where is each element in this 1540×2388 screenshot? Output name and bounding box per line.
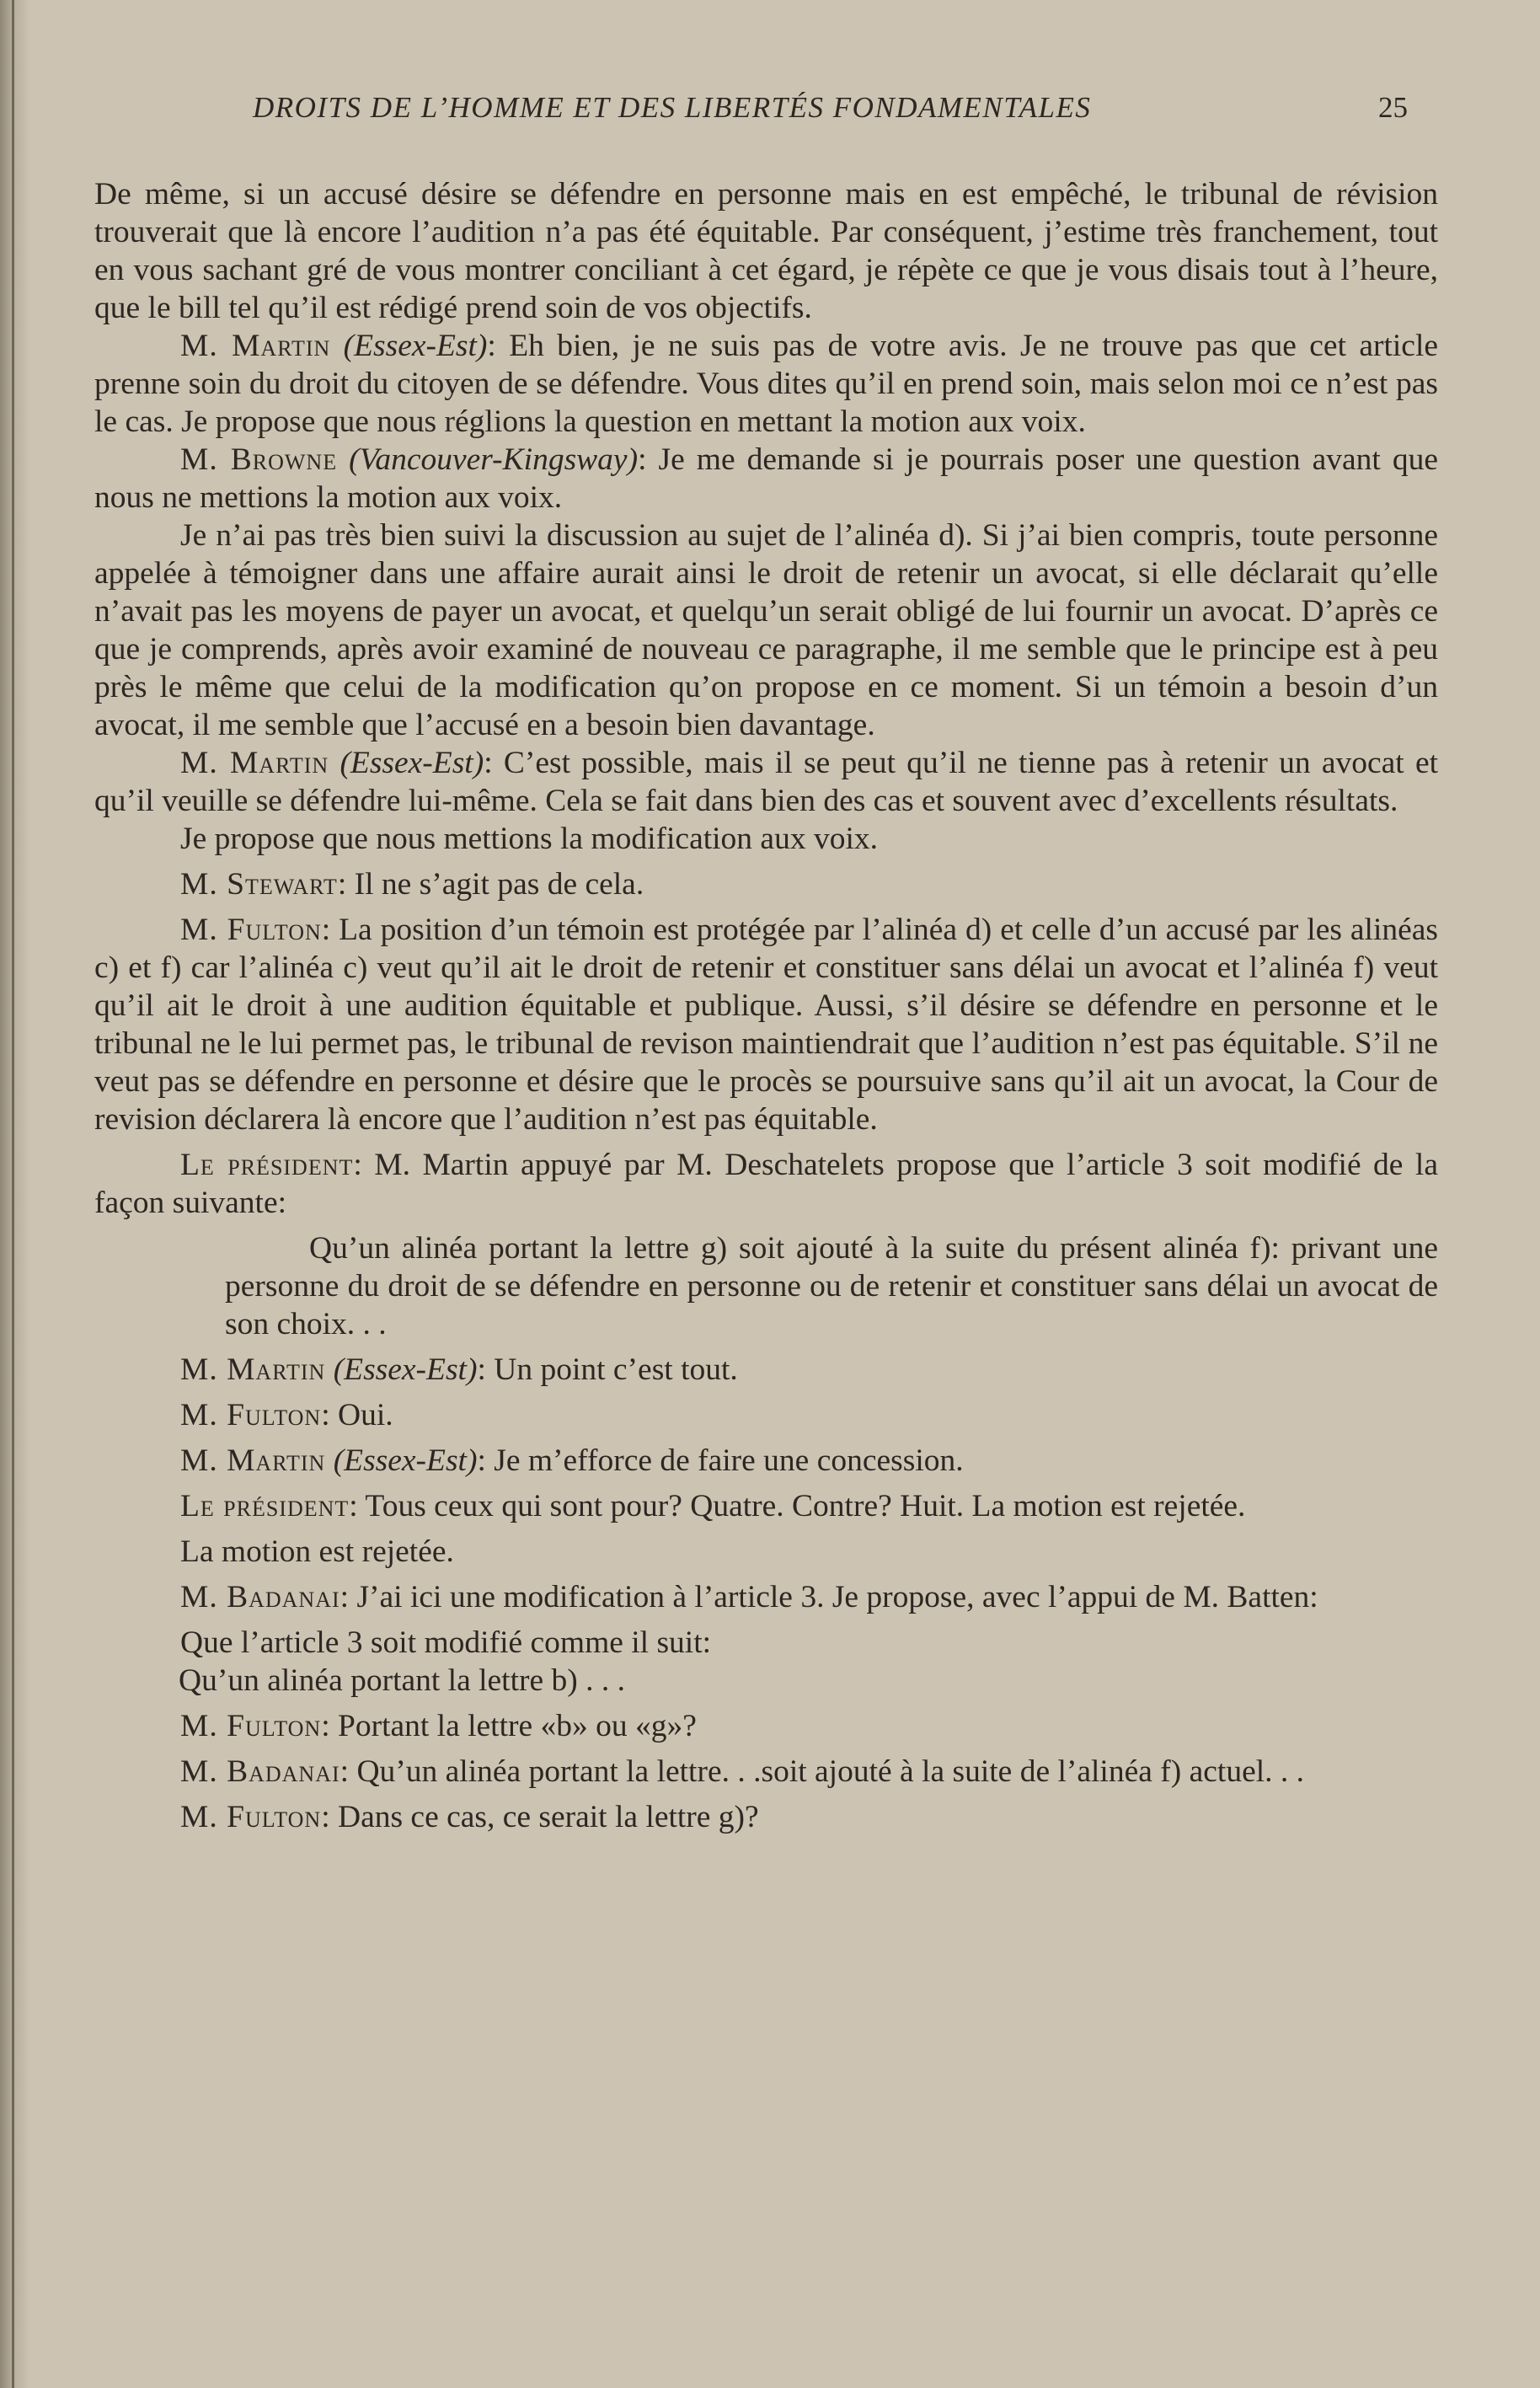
speaker-name: M. Martin	[180, 746, 329, 780]
speaker-name: Le président	[180, 1489, 350, 1523]
speaker-name: M. Martin	[180, 1443, 326, 1478]
speaker-riding: (Essex-Est)	[343, 329, 488, 363]
speech-text: : Portant la lettre «b» ou «g»?	[321, 1709, 697, 1743]
speaker-riding: (Essex-Est)	[333, 1352, 478, 1387]
speech-text: : La position d’un témoin est protégée par l’alinéa d) et celle d’un accusé par les alinéas c) et f) car l’alinéa c) veut qu’il ait le droit de retenir et constituer sans délai un avocat et l’alinéa f) veut qu’il ait le droit à une audition équitable et publique. Aussi, s’il désire se défendre en personne et le tribunal ne le lui permet pas, le tribunal de revison maintiendrait que l’audition n’est pas équitable. S’il ne veut pas se défendre en personne et désire que le procès se poursuive sans qu’il ait un avocat, la Cour de revision déclarera là encore que l’audition n’est pas équitable.	[94, 913, 1438, 1137]
running-title: DROITS DE L’HOMME ET DES LIBERTÉS FONDAMENTALES	[253, 91, 1092, 124]
speaker-name: M. Fulton	[180, 913, 322, 947]
speaker-riding: (Essex-Est)	[340, 746, 484, 780]
page-binding-edge	[0, 0, 29, 2388]
quoted-amendment: Qu’un alinéa portant la lettre g) soit ajouté à la suite du présent alinéa f): privant une personne du droit de se défendre en personne ou de retenir et constituer sans délai un avocat de son choix. . .	[225, 1231, 1438, 1341]
speech-text: : C’est possible, mais il se peut qu’il ne tienne pas à retenir un avocat et qu’il veuille se défendre lui-même. Cela se fait dans bien des cas et souvent avec d’excellents résultats.	[94, 746, 1439, 818]
speech-text: : Je me demande si je pourrais poser une question avant que nous ne mettions la motion aux voix.	[94, 442, 1439, 515]
speech-text: : Un point c’est tout.	[477, 1352, 738, 1387]
running-header	[0, 91, 1540, 142]
speech-text: : Qu’un alinéa portant la lettre. . .soit ajouté à la suite de l’alinéa f) actuel. . .	[340, 1754, 1305, 1789]
speaker-name: M. Fulton	[180, 1800, 322, 1834]
paragraph: De même, si un accusé désire se défendre en personne mais en est empêché, le tribunal de révision trouverait que là encore l’audition n’a pas été équitable. Par conséquent, j’estime très franchement, tout en vous sachant gré de vous montrer conciliant à cet égard, je répète ce que je vous disais tout à l’heure, que le bill tel qu’il est rédigé prend soin de vos objectifs.	[94, 177, 1438, 325]
speech-text: : Je m’efforce de faire une concession.	[477, 1443, 964, 1478]
speaker-name: M. Badanai	[180, 1580, 340, 1614]
speech-paragraph	[94, 327, 1438, 441]
speaker-riding: (Essex-Est)	[333, 1443, 478, 1478]
speech-paragraph	[94, 1798, 1438, 1836]
speech-text: : J’ai ici une modification à l’article 3. Je propose, avec l’appui de M. Batten:	[340, 1580, 1318, 1614]
speech-paragraph	[94, 1351, 1438, 1389]
paragraph: La motion est rejetée.	[180, 1534, 454, 1569]
speaker-name: M. Fulton	[180, 1398, 322, 1432]
speech-paragraph	[94, 1396, 1438, 1434]
speech-text: : Oui.	[321, 1398, 393, 1432]
speech-paragraph	[94, 1753, 1438, 1791]
speaker-name: M. Stewart	[180, 867, 338, 902]
speech-paragraph	[94, 441, 1438, 517]
speech-paragraph	[94, 744, 1438, 820]
speech-paragraph	[94, 1146, 1438, 1222]
speaker-name: M. Fulton	[180, 1709, 322, 1743]
speaker-name: Le président	[180, 1148, 354, 1182]
paragraph: Je propose que nous mettions la modification aux voix.	[180, 822, 878, 856]
speech-paragraph	[94, 865, 1438, 903]
speaker-name: M. Browne	[180, 442, 338, 477]
page-number: 25	[1378, 91, 1408, 124]
speech-paragraph	[94, 1578, 1438, 1616]
speaker-name: M. Badanai	[180, 1754, 340, 1789]
speech-paragraph	[94, 1487, 1438, 1525]
speaker-name: M. Martin	[180, 329, 331, 363]
speech-text: : Il ne s’agit pas de cela.	[337, 867, 644, 902]
speaker-riding: (Vancouver-Kingsway)	[349, 442, 639, 477]
speech-paragraph	[94, 911, 1438, 1138]
quoted-amendment: Qu’un alinéa portant la lettre b) . . .	[179, 1663, 626, 1698]
speech-paragraph	[94, 1442, 1438, 1480]
speech-text: : Dans ce cas, ce serait la lettre g)?	[321, 1800, 759, 1834]
speech-text: : Eh bien, je ne suis pas de votre avis. Je ne trouve pas que cet article prenne soin du droit du citoyen de se défendre. Vous dites qu’il en prend soin, mais selon moi ce n’est pas le cas. Je propose que nous réglions la question en mettant la motion aux voix.	[94, 329, 1439, 439]
speaker-name: M. Martin	[180, 1352, 326, 1387]
speech-text: : Tous ceux qui sont pour? Quatre. Contre? Huit. La motion est rejetée.	[349, 1489, 1246, 1523]
speech-text: : M. Martin appuyé par M. Deschatelets propose que l’article 3 soit modifié de la façon suivante:	[94, 1148, 1438, 1220]
paragraph: Que l’article 3 soit modifié comme il suit:	[180, 1625, 712, 1660]
speech-paragraph	[94, 1707, 1438, 1745]
paragraph: Je n’ai pas très bien suivi la discussion au sujet de l’alinéa d). Si j’ai bien compris, toute personne appelée à témoigner dans une affaire aurait ainsi le droit de retenir un avocat, si elle déclarait qu’elle n’avait pas les moyens de payer un avocat, et quelqu’un serait obligé de lui fournir un avocat. D’après ce que je comprends, après avoir examiné de nouveau ce paragraphe, il me semble que le principe est à peu près le même que celui de la modification qu’on propose en ce moment. Si un témoin a besoin d’un avocat, il me semble que l’accusé en a besoin bien davantage.	[94, 518, 1438, 742]
page-body	[94, 175, 1438, 1836]
